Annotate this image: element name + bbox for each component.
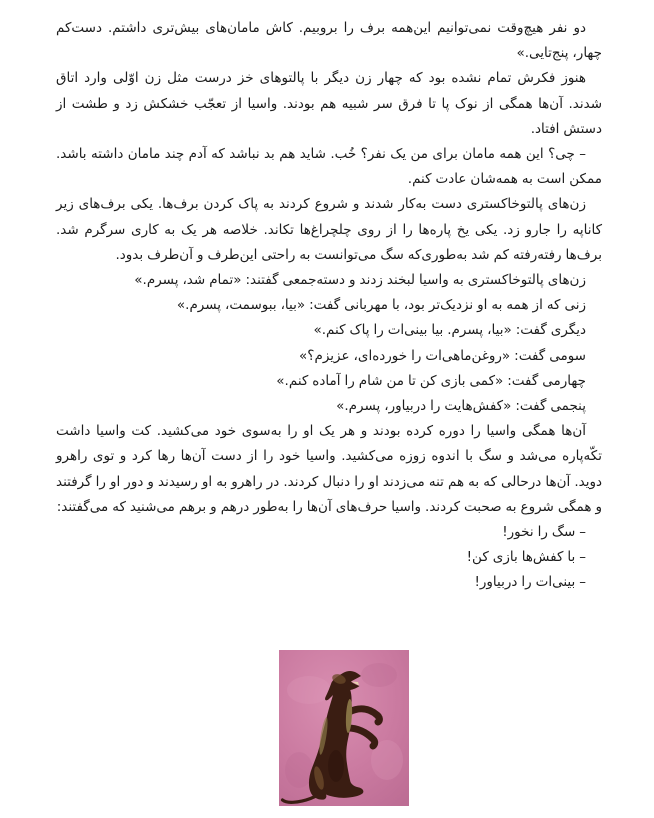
paragraph-10: آن‌ها همگی واسیا را دوره کرده بودند و هر یک او را به‌سوی خود می‌کشید. کت واسیا داشت تکّه‌پاره می‌شد و سگ با اندوه زوزه می‌کشید. واسیا خود را از دست آن‌ها رها کرد و توی راهرو دوید. آن‌ها درحالی که به هم تنه می‌زدند او را دنبال کردند. در راهرو به او رسیدند و دور او را گرفتند و همگی شروع به صحبت کردند. واسیا حرف‌های آن‌ها را به‌طور درهم و برهم می‌شنید که می‌گفتند:: [56, 423, 602, 515]
haunch-shadow: [328, 750, 344, 782]
paragraph-8: چهارمی گفت: «کمی بازی کن تا من شام را آماده کنم.»: [276, 372, 586, 389]
dog-illustration-svg: [279, 650, 409, 806]
dog-illustration: [279, 650, 409, 806]
dialogue-line-3: – با کفش‌ها بازی کن!: [466, 549, 586, 566]
paragraph-9: پنجمی گفت: «کفش‌هایت را دربیاور، پسرم.»: [336, 398, 586, 415]
dialogue-line-4: – بینی‌ات را دربیاور!: [474, 574, 586, 591]
paragraph-7: سومی گفت: «روغن‌ماهی‌ات را خورده‌ای، عزیزم؟»: [299, 347, 586, 364]
dialogue-line-1: – چی؟ این همه مامان برای من یک نفر؟ خُب. شاید هم بد نباشد که آدم چند مامان داشته باشد. ممکن است به همه‌شان عادت کنم.: [56, 146, 602, 188]
dialogue-line-2: – سگ را نخور!: [502, 524, 586, 541]
paragraph-6: دیگری گفت: «بیا، پسرم. بیا بینی‌ات را پاک کنم.»: [313, 322, 586, 339]
paragraph-2: هنوز فکرش تمام نشده بود که چهار زن دیگر با پالتوهای خز درست مثل زن اوّلی وارد اتاق شدند. آن‌ها همگی از نوک پا تا فرق سر شبیه هم بودند. واسیا از تعجّب خشکش زد و طشت از دستش افتاد.: [56, 70, 602, 137]
paragraph-1: دو نفر هیچ‌وقت نمی‌توانیم این‌همه برف را بروبیم. کاش مامان‌های بیش‌تری داشتم. دست‌کم چهار، پنج‌تایی.»: [56, 20, 602, 62]
paragraph-5: زنی که از همه به او نزدیک‌تر بود، با مهربانی گفت: «بیا، ببوسمت، پسرم.»: [176, 297, 586, 314]
paragraph-4: زن‌های پالتوخاکستری به واسیا لبخند زدند و دسته‌جمعی گفتند: «تمام شد، پسرم.»: [134, 272, 586, 289]
paragraph-3: زن‌های پالتوخاکستری دست به‌کار شدند و شروع کردند به پاک کردن برف‌ها. یکی برف‌های زیر کاناپه را جارو زد. یکی یخ پاره‌ها را از روی چلچراغ‌ها تکاند. خلاصه هر یک به کاری سرگرم شد. برف‌ها رفته‌رفته کم شد به‌طوری‌که سگ می‌توانست به راحتی این‌طرف و آن‌طرف بدود.: [56, 196, 602, 263]
